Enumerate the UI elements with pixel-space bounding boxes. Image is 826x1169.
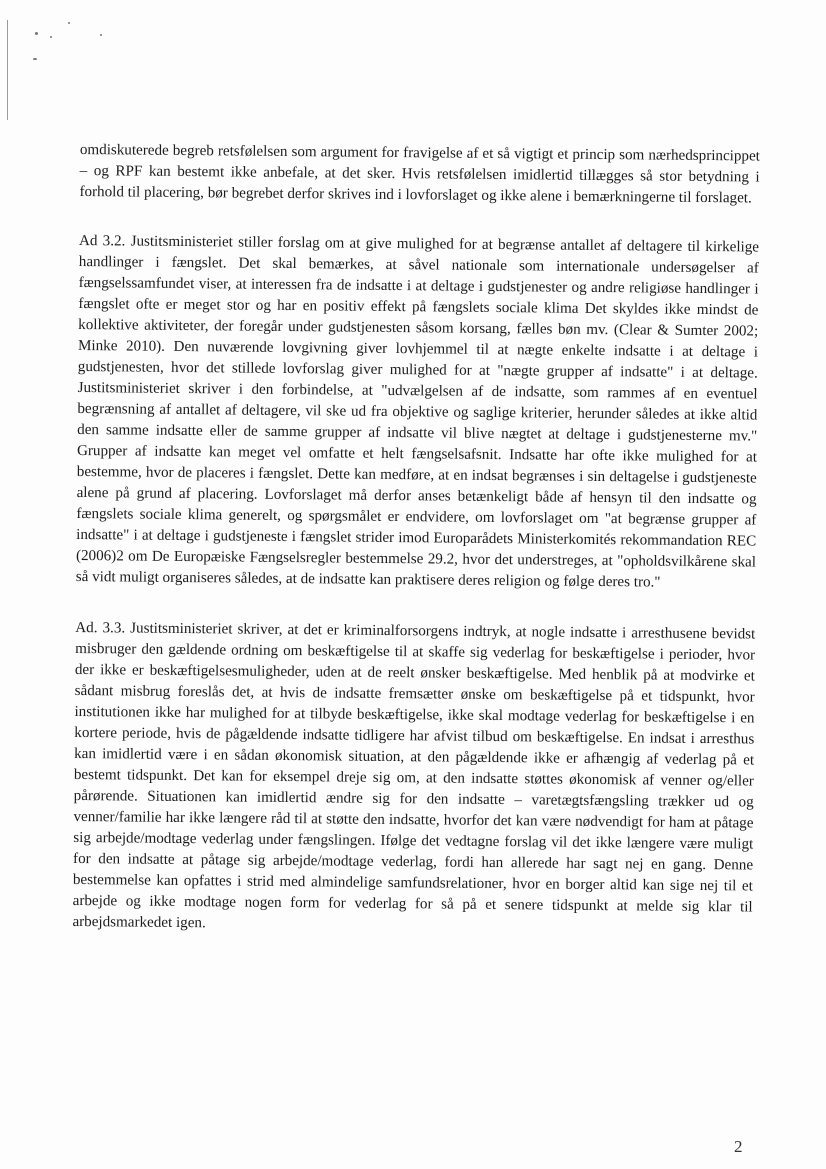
scan-speck — [33, 58, 37, 60]
page-number: 2 — [734, 1137, 743, 1156]
scan-speck — [100, 34, 102, 36]
paragraph-ad-3-3: Ad. 3.3. Justitsministeriet skriver, at det er kriminalforsorgens indtryk, at nogle indsatte i arresthusene bevidst misbruger den gældende ordning om beskæftigelse til at skaffe sig vederlag for beskæftigelse i perioder, hvor der ikke er beskæftigelsesmuligheder, uden at de reelt ønsker beskæftigelse. Med henblik på at modvirke et sådant misbrug foreslås det, at hvis de indsatte fremsætter ønske om beskæftigelse på et tidspunkt, hvor institutionen ikke har mulighed for at tilbyde beskæftigelse, ikke skal modtage vederlag for beskæftigelse i en kortere periode, hvis de pågældende indsatte tidligere har afvist tilbud om beskæftigelse. En indsat i arresthus kan imidlertid være i en sådan økonomisk situation, at den pågældende ikke er afhængig af vederlag på et bestemt tidspunkt. Det kan for eksempel dreje sig om, at den indsatte støttes økonomisk af venner og/eller pårørende. Situationen kan imidlertid ændre sig for den indsatte – varetægtsfængsling trækker ud og venner/familie har ikke længere råd til at støtte den indsatte, hvorfor det kan være nødvendigt for ham at påtage sig arbejde/modtage vederlag under fængslingen. Ifølge det vedtagne forslag vil det ikke længere være muligt for den indsatte at påtage sig arbejde/modtage vederlag, fordi han allerede har sagt nej en gang. Denne bestemmelse kan opfattes i strid med almindelige samfundsrelationer, hvor en borger altid kan sige nej til et arbejde og ikke modtage nogen form for vederlag for så på et senere tidspunkt at melde sig klar til arbejdsmarkedet igen. — [72, 619, 756, 932]
scan-speck — [50, 36, 52, 38]
scan-edge-line — [7, 20, 8, 120]
paragraph-ad-3-2: Ad 3.2. Justitsministeriet stiller forslag om at give mulighed for at begrænse antallet af deltagere til kirkelige handlinger i fængslet. Det skal bemærkes, at såvel nationale som internationale undersøgelser af fængselssamfundet viser, at interessen fra de indsatte i at deltage i gudstjenester og andre religiøse handlinger i fængslet ofte er meget stor og har en positiv effekt på fængslets sociale klima Det skyldes ikke mindst de kollektive aktiviteter, der foregår under gudstjenesten såsom korsang, fælles bøn mv. (Clear & Sumter 2002; Minke 2010). Den nuværende lovgivning giver lovhjemmel til at nægte enkelte indsatte i at deltage i gudstjenesten, hvor det stillede lovforslag giver mulighed for at "nægte grupper af indsatte" i at deltage. Justitsministeriet skriver i den forbindelse, at "udvælgelsen af de indsatte, som rammes af en eventuel begrænsning af antallet af deltagere, vil ske ud fra objektive og saglige kriterier, herunder således at ikke altid den samme indsatte eller de samme grupper af indsatte vil blive nægtet at deltage i gudstjenesterne mv." Grupper af indsatte kan meget vel omfatte et helt fængselsafsnit. Indsatte har ofte ikke mulighed for at bestemme, hvor de placeres i fængslet. Dette kan medføre, at en indsat begrænses i sin deltagelse i gudstjeneste alene på grund af placering. Lovforslaget må derfor anses betænkeligt både af hensyn til den indsatte og fængslets sociale klima generelt, og spørgsmålet er endvidere, om lovforslaget om "at begrænse grupper af indsatte" i at deltage i gudstjeneste i fængslet strider imod Europarådets Ministerkomités rekommandation REC (2006)2 om De Europæiske Fængselsregler bestemmelse 29.2, hvor det understreges, at "opholdsvilkårene skal så vidt muligt organiseres således, at de indsatte kan praktisere deres religion og følge deres tro." — [75, 232, 760, 591]
scan-speck — [68, 22, 70, 24]
paragraph-retsfoelelse: omdiskuterede begreb retsfølelsen som argument for fravigelse af et så vigtigt et princip som nærhedsprincippet – og RPF kan bestemt ikke anbefale, at det sker. Hvis retsfølelsen imidlertid tillægges så stor betydning i forhold til placering, bør begrebet derfor skrives ind i lovforslaget og ikke alene i bemærkningerne til forslaget. — [79, 141, 760, 207]
document-body — [72, 140, 760, 939]
scan-speck — [35, 32, 38, 35]
